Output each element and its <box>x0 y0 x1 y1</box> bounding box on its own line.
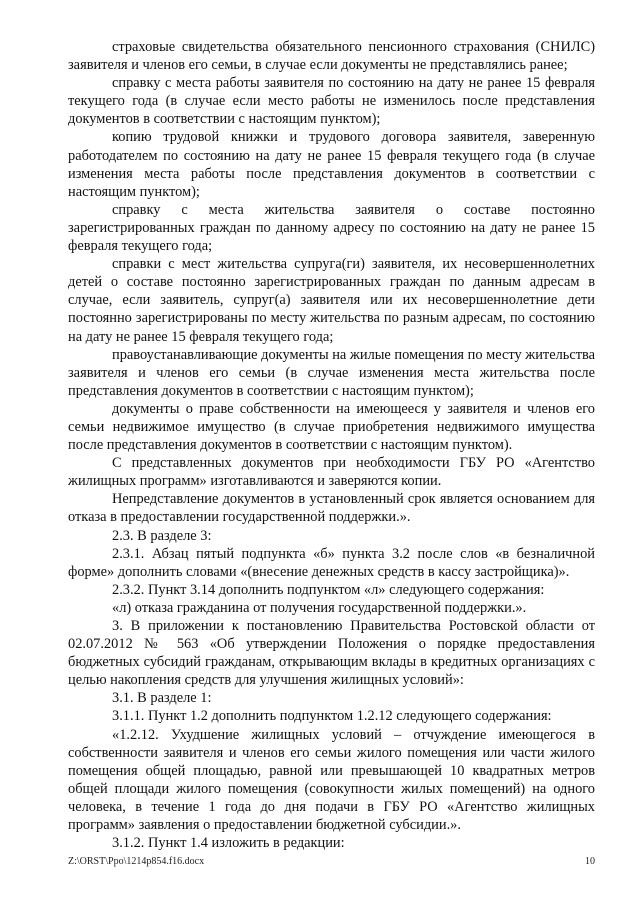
page-number: 10 <box>585 856 595 867</box>
document-body <box>68 38 595 852</box>
paragraph: копию трудовой книжки и трудового договора заявителя, заверенную работодателем по состоянию на дату не ранее 15 февраля текущего года (в случае изменения места работы после представления документов в соответствии с настоящим пунктом); <box>68 129 595 200</box>
paragraph: справки с мест жительства супруга(ги) заявителя, их несовершеннолетних детей о составе постоянно зарегистрированных граждан по данным адресам в случае, если заявитель, супруг(а) заявителя или их несовершеннолетние дети постоянно зарегистрированы по месту жительства по разным адресам, по состоянию на дату не ранее 15 февраля текущего года; <box>68 256 595 345</box>
paragraph: 2.3.1. Абзац пятый подпункта «б» пункта 3.2 после слов «в безналичной форме» дополнить словами «(внесение денежных средств в кассу застройщика)». <box>68 545 595 580</box>
paragraph: 3.1.1. Пункт 1.2 дополнить подпунктом 1.2.12 следующего содержания: <box>112 708 552 725</box>
file-path: Z:\ORST\Ppo\1214p854.f16.docx <box>68 856 205 867</box>
paragraph: С представленных документов при необходимости ГБУ РО «Агентство жилищных программ» изготавливаются и заверяются копии. <box>68 455 595 490</box>
section-heading: 2.3. В разделе 3: <box>112 527 212 544</box>
paragraph: 3.1.2. Пункт 1.4 изложить в редакции: <box>112 835 345 852</box>
paragraph: «1.2.12. Ухудшение жилищных условий – отчуждение имеющегося в собственности заявителя и членов его семьи жилого помещения или части жилого помещения общей площадью, равной или превышающей 10 квадратных метров общей площади жилого помещения (совокупности жилых помещений) на одного человека, в течение 1 года до дня подачи в ГБУ РО «Агентство жилищных программ» заявления о предоставлении бюджетной субсидии.». <box>68 726 595 834</box>
paragraph: «л) отказа гражданина от получения государственной поддержки.». <box>112 599 527 616</box>
paragraph: справку с места жительства заявителя о составе постоянно зарегистрированных граждан по данному адресу по состоянию на дату не ранее 15 февраля текущего года; <box>68 201 595 255</box>
paragraph: 2.3.2. Пункт 3.14 дополнить подпунктом «л» следующего содержания: <box>112 581 545 598</box>
section-heading: 3.1. В разделе 1: <box>112 690 212 707</box>
paragraph: 3. В приложении к постановлению Правительства Ростовской области от 02.07.2012 № 563 «Об утверждении Положения о порядке предоставления бюджетных субсидий гражданам, открывающим вклады в кредитных организациях с целью накопления средств для улучшения жилищных условий»: <box>68 618 595 689</box>
paragraph: правоустанавливающие документы на жилые помещения по месту жительства заявителя и членов его семьи (в случае изменения места жительства после представления документов в соответствии с настоящим пунктом); <box>68 346 595 399</box>
paragraph: страховые свидетельства обязательного пенсионного страхования (СНИЛС) заявителя и членов его семьи, в случае если документы не представлялись ранее; <box>68 39 595 74</box>
paragraph: справку с места работы заявителя по состоянию на дату не ранее 15 февраля текущего года (в случае если место работы не изменилось после представления документов в соответствии с настоящим пунктом); <box>68 75 595 128</box>
paragraph: Непредставление документов в установленный срок является основанием для отказа в предоставлении государственной поддержки.». <box>68 491 595 526</box>
paragraph: документы о праве собственности на имеющееся у заявителя и членов его семьи недвижимое имущество (в случае приобретения недвижимого имущества после представления документов в соответствии с настоящим пунктом). <box>68 400 595 454</box>
